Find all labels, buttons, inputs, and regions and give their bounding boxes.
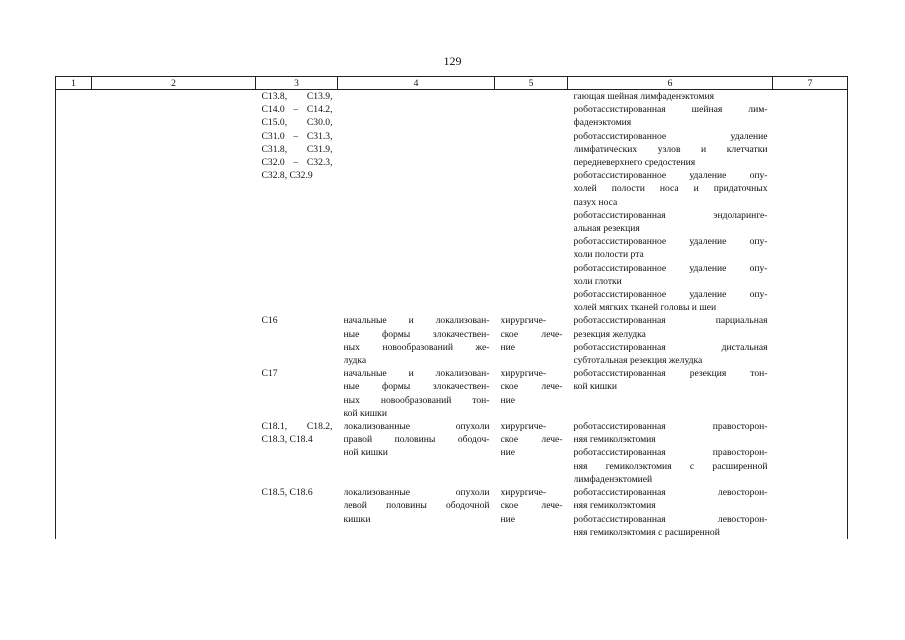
cell-profile: [92, 367, 256, 420]
text-line: няя гемиколэктомия: [573, 434, 656, 446]
cell-patient-model: [338, 486, 495, 539]
text-line: ной кишки: [343, 447, 388, 459]
text-line: ных новообразований же-: [343, 341, 490, 353]
text-line: роботассистированная эндоларинге-: [573, 209, 768, 221]
cell-treatment-type: [495, 367, 568, 420]
text-line: роботассистированная правосторон-: [573, 421, 768, 433]
text-line: лудка: [343, 355, 367, 367]
text-line: локализованные опухоли: [343, 421, 490, 433]
cell-icd-codes: [256, 420, 338, 486]
text-line: роботассистированное удаление опу-: [573, 236, 768, 248]
text-line: няя гемиколэктомия с расширенной: [573, 460, 768, 472]
icd-code-line: C13.8, C13.9,: [261, 91, 333, 102]
cell-treatment-methods: [568, 90, 773, 315]
cell-profile: [92, 90, 256, 315]
text-line: хирургиче-: [500, 421, 547, 433]
cell-icd-codes: [256, 486, 338, 539]
cell-treatment-methods: [568, 367, 773, 420]
text-line: субтотальная резекция желудка: [573, 355, 703, 367]
cell-icd-codes: [256, 367, 338, 420]
icd-code-line: C31.0 – C31.3,: [261, 130, 333, 142]
icd-code-line: C32.0 – C32.3,: [261, 157, 333, 169]
cell-patient-model: [338, 420, 495, 486]
cell-norm: [773, 420, 848, 486]
cell-number: [56, 367, 92, 420]
method-entry: [574, 262, 768, 288]
text-line: ское лече-: [500, 500, 563, 512]
text-line: кой кишки: [573, 381, 617, 393]
icd-code-line: C16: [261, 315, 278, 327]
text-line: начальные и локализован-: [343, 315, 490, 327]
medical-care-table: [55, 76, 848, 539]
text-line: ние: [500, 394, 516, 406]
method-entry: [574, 288, 768, 314]
cell-number: [56, 314, 92, 367]
text-line: роботассистированная парциальная: [573, 315, 768, 327]
method-entry: [574, 420, 768, 446]
column-header-2: 2: [92, 77, 256, 90]
column-header-4: 4: [338, 77, 495, 90]
text-line: роботассистированное удаление опу-: [573, 170, 768, 182]
method-entry: [574, 486, 768, 512]
text-line: ское лече-: [500, 381, 563, 393]
cell-icd-codes: [256, 90, 338, 315]
cell-patient-model: [338, 90, 495, 315]
method-entry: [574, 169, 768, 209]
text-line: роботассистированная левосторон-: [573, 487, 768, 499]
cell-treatment-type: [495, 486, 568, 539]
icd-code-line: C18.3, C18.4: [261, 434, 313, 446]
text-line: пазух носа: [573, 196, 618, 208]
cell-treatment-methods: [568, 420, 773, 486]
text-line: роботассистированное удаление: [573, 130, 768, 142]
column-header-5: 5: [495, 77, 568, 90]
cell-profile: [92, 420, 256, 486]
method-entry: [574, 367, 768, 393]
method-entry: [574, 103, 768, 129]
cell-treatment-type: [495, 420, 568, 486]
cell-number: [56, 420, 92, 486]
text-line: локализованные опухоли: [343, 487, 490, 499]
text-line: холи глотки: [573, 275, 622, 287]
text-line: лимфаденэктомией: [573, 473, 653, 485]
cell-norm: [773, 486, 848, 539]
cell-patient-model: [338, 314, 495, 367]
text-line: роботассистированное удаление опу-: [573, 262, 768, 274]
text-line: передневерхнего средостения: [573, 157, 696, 169]
text-line: альная резекция: [573, 223, 640, 235]
cell-number: [56, 486, 92, 539]
text-line: хирургиче-: [500, 487, 547, 499]
text-line: начальные и локализован-: [343, 368, 490, 380]
table-body: [56, 90, 848, 539]
text-line: кой кишки: [343, 407, 387, 419]
column-header-1: 1: [56, 77, 92, 90]
cell-norm: [773, 90, 848, 315]
icd-code-line: C18.1, C18.2,: [261, 421, 333, 433]
cell-norm: [773, 367, 848, 420]
method-entry: [574, 130, 768, 170]
text-line: роботассистированная правосторон-: [573, 447, 768, 459]
icd-code-line: C14.0 – C14.2,: [261, 104, 333, 116]
text-line: роботассистированная шейная лим-: [573, 104, 768, 116]
method-entry: [574, 314, 768, 340]
cell-profile: [92, 486, 256, 539]
cell-treatment-type: [495, 314, 568, 367]
text-line: няя гемиколэктомия с расширенной: [573, 526, 720, 538]
text-line: роботассистированная левосторон-: [573, 513, 768, 525]
text-line: холей полости носа и придаточных: [573, 183, 768, 195]
table-row: [56, 420, 848, 486]
cell-patient-model: [338, 367, 495, 420]
text-line: ных новообразований тон-: [343, 394, 490, 406]
text-line: правой половины ободоч-: [343, 434, 490, 446]
cell-treatment-methods: [568, 314, 773, 367]
column-header-3: 3: [256, 77, 338, 90]
method-entry: [574, 446, 768, 486]
table-row: [56, 367, 848, 420]
text-line: ское лече-: [500, 434, 563, 446]
cell-number: [56, 90, 92, 315]
cell-norm: [773, 314, 848, 367]
column-header-7: 7: [773, 77, 848, 90]
method-entry: [574, 90, 768, 103]
text-line: хирургиче-: [500, 368, 547, 380]
text-line: левой половины ободочной: [343, 500, 490, 512]
cell-treatment-type: [495, 90, 568, 315]
column-header-6: 6: [568, 77, 773, 90]
text-line: гающая шейная лимфаденэктомия: [573, 91, 714, 102]
text-line: фаденэктомия: [573, 117, 632, 129]
text-line: роботассистированная дистальная: [573, 341, 768, 353]
text-line: хирургиче-: [500, 315, 547, 327]
table-row: [56, 486, 848, 539]
method-entry: [574, 235, 768, 261]
icd-code-line: C15.0, C30.0,: [261, 117, 333, 129]
cell-icd-codes: [256, 314, 338, 367]
cell-profile: [92, 314, 256, 367]
text-line: лимфатических узлов и клетчатки: [573, 143, 768, 155]
text-line: няя гемиколэктомия: [573, 500, 656, 512]
text-line: ние: [500, 341, 516, 353]
method-entry: [574, 513, 768, 539]
text-line: резекция желудка: [573, 328, 646, 340]
table-row: [56, 314, 848, 367]
text-line: холей мягких тканей головы и шеи: [573, 302, 717, 314]
icd-code-line: C18.5, C18.6: [261, 487, 313, 499]
text-line: ные формы злокачествен-: [343, 328, 490, 340]
page-number: 129: [443, 54, 462, 68]
text-line: ское лече-: [500, 328, 563, 340]
method-entry: [574, 341, 768, 367]
icd-code-line: C17: [261, 368, 278, 380]
text-line: ние: [500, 513, 516, 525]
text-line: кишки: [343, 513, 371, 525]
icd-code-line: C31.8, C31.9,: [261, 143, 333, 155]
text-line: роботассистированная резекция тон-: [573, 368, 768, 380]
text-line: ние: [500, 447, 516, 459]
cell-treatment-methods: [568, 486, 773, 539]
text-line: холи полости рта: [573, 249, 644, 261]
method-entry: [574, 209, 768, 235]
icd-code-line: C32.8, C32.9: [261, 170, 313, 182]
table-row: [56, 90, 848, 315]
text-line: роботассистированное удаление опу-: [573, 289, 768, 301]
text-line: ные формы злокачествен-: [343, 381, 490, 393]
column-number-row: [56, 77, 848, 90]
